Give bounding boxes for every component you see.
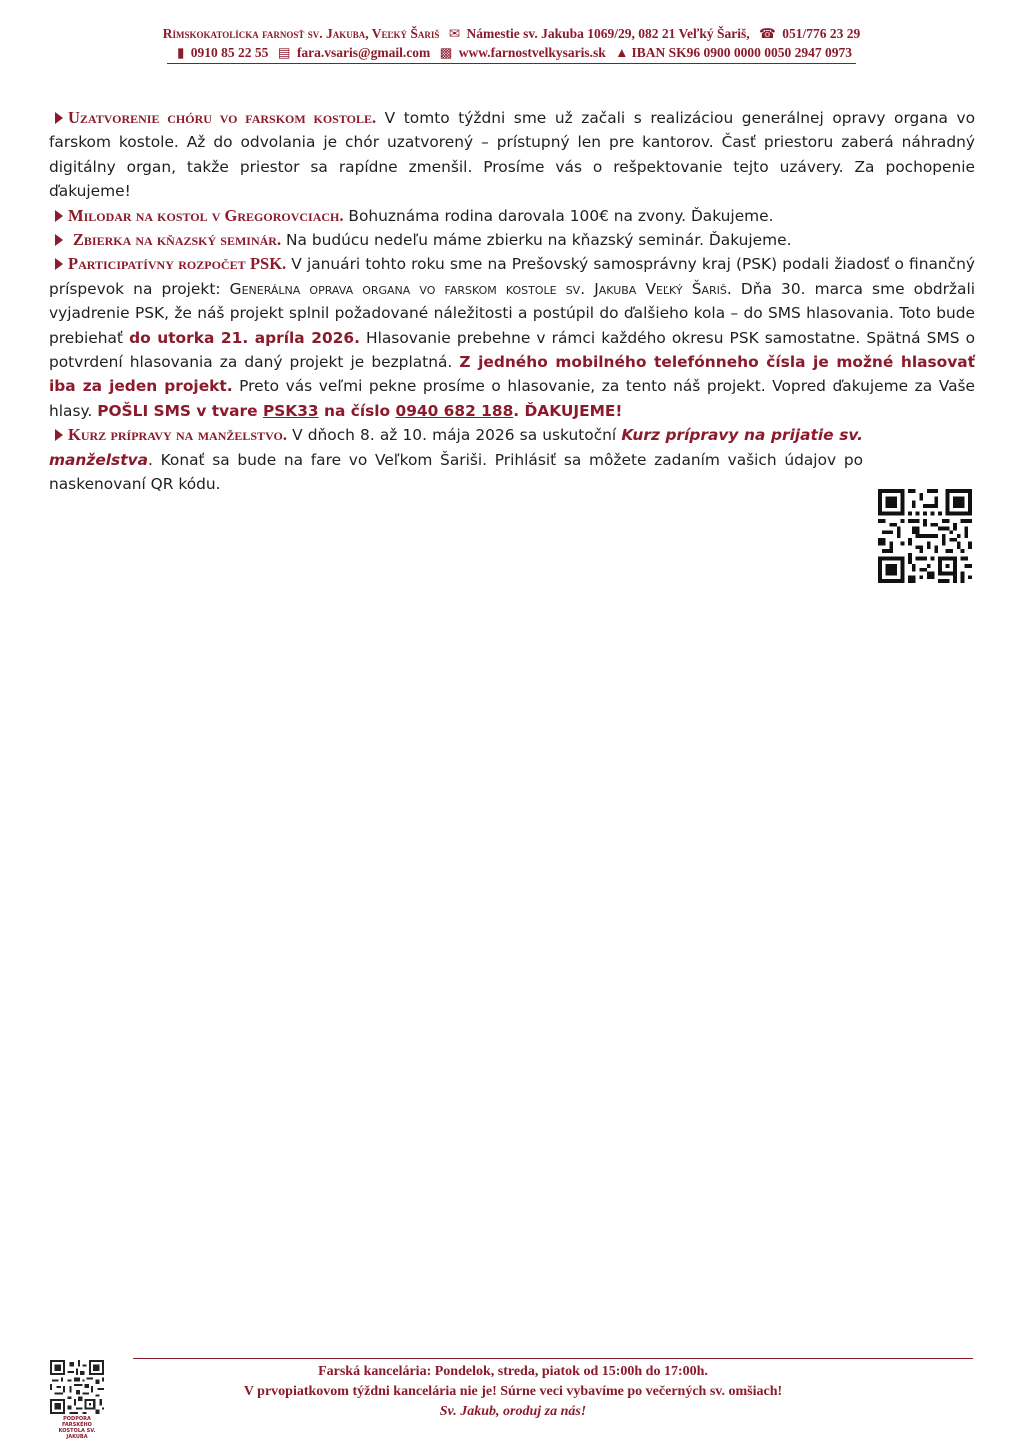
- qr-caption: PODPORA FARSKÉHO KOSTOLA SV. JAKUBA: [58, 1416, 96, 1440]
- computer-icon: ▤: [277, 45, 291, 60]
- arrow-right-icon: [55, 429, 63, 441]
- qr-code-support[interactable]: [50, 1360, 104, 1414]
- sms-suffix: . ĎAKUJEME!: [513, 401, 623, 420]
- mail-icon: ✉: [448, 26, 461, 41]
- parish-address: Námestie sv. Jakuba 1069/29, 082 21 Veľký Šariš,: [466, 26, 750, 41]
- footer: [133, 1362, 893, 1422]
- parish-mobile: 0910 85 22 55: [190, 45, 269, 60]
- voting-rule: Z jedného mobilného telefónneho čísla je možné hlasovať iba za jeden projekt.: [49, 353, 975, 396]
- mobile-icon: ▮: [176, 45, 185, 60]
- sms-code: PSK33: [262, 401, 319, 420]
- announcement-budget: [49, 252, 975, 423]
- announcement-text: . Dňa 30. marca sme obdržali vyjadrenie PSK, že náš projekt splnil požadované náležitosti a postúpil do ďalšieho kola – do SMS hlasovania. Toto bude prebiehať: [49, 279, 975, 347]
- voting-deadline: do utorka 21. apríla 2026.: [129, 328, 360, 347]
- arrow-right-icon: [55, 234, 63, 246]
- footer-qr: [50, 1360, 104, 1440]
- announcement-text: V dňoch 8. až 10. mája 2026 sa uskutoční: [286, 426, 622, 445]
- letterhead-line1: [0, 24, 1023, 44]
- parish-email[interactable]: fara.vsaris@gmail.com: [296, 45, 431, 60]
- phone-icon: ☎: [759, 26, 776, 41]
- announcement-text: Preto vás veľmi pekne prosíme o hlasovanie, za tento náš projekt. Vopred ďakujeme za Vaše hlasy.: [49, 377, 975, 420]
- announcement-choir: [49, 106, 975, 204]
- sms-prefix: POŠLI SMS v tvare: [97, 401, 263, 420]
- parish-website[interactable]: www.farnostvelkysaris.sk: [458, 45, 606, 60]
- bank-icon: ▲: [615, 45, 629, 60]
- office-notice: V prvopiatkovom týždni kancelária nie je! Súrne veci vybavíme po večerných sv. omšiach!: [243, 1384, 783, 1399]
- announcement-heading: Uzatvorenie chóru vo farskom kostole.: [68, 108, 377, 127]
- sms-number[interactable]: 0940 682 188: [395, 401, 514, 420]
- announcement-heading: Milodar na kostol v Gregorovciach.: [68, 205, 344, 225]
- announcement-collection: [49, 228, 975, 252]
- sms-middle: na číslo: [318, 401, 396, 420]
- announcement-heading: Kurz prípravy na manželstvo.: [68, 425, 287, 445]
- announcement-text: Na budúcu nedeľu máme zbierku na kňazský seminár. Ďakujeme.: [281, 231, 792, 250]
- parish-phone: 051/776 23 29: [782, 26, 861, 41]
- announcement-donation: [49, 204, 975, 228]
- arrow-right-icon: [55, 258, 63, 270]
- announcement-text: . Konať sa bude na fare vo Veľkom Šariši. Prihlásiť sa môžete zadaním vašich údajov po naskenovaní QR kódu.: [49, 450, 863, 494]
- office-hours: Farská kancelária: Pondelok, streda, piatok od 15:00h do 17:00h.: [318, 1364, 708, 1379]
- project-title: Generálna oprava organa vo farskom kostole sv. Jakuba Veľký Šariš: [229, 279, 727, 298]
- arrow-right-icon: [55, 112, 63, 124]
- mailbox-icon: ▩: [439, 45, 453, 60]
- qr-code-registration[interactable]: [878, 489, 972, 583]
- course-name: Kurz prípravy na prijatie sv. manželstva: [49, 426, 864, 469]
- parish-name: Rímskokatolícka farnosť sv. Jakuba, Veľký Šariš: [162, 26, 440, 41]
- announcement-text: V tomto týždni sme už začali s realizáciou generálnej opravy organa vo farskom kostole. Až do odvolania je chór uzatvorený – prístupný len pre kantorov. Časť priestoru zaberá náhradný digitálny organ, takže priestor sa rapídne zmenšil. Prosíme vás o rešpektovanie tejto uzávery. Za pochopenie ďakujeme!: [49, 109, 975, 201]
- announcement-heading: Zbierka na kňazský seminár.: [72, 230, 282, 250]
- footer-divider: [133, 1358, 973, 1359]
- letterhead-line2: [167, 44, 856, 64]
- announcement-marriage-course: [49, 423, 863, 496]
- announcement-text: Bohuznáma rodina darovala 100€ na zvony. Ďakujeme.: [343, 206, 774, 225]
- announcements: [49, 106, 975, 497]
- announcement-text: Hlasovanie prebehne v rámci každého okresu PSK samostatne. Spätná SMS o potvrdení hlasovania za daný projekt je bezplatná.: [49, 328, 976, 372]
- letterhead: [0, 24, 1023, 64]
- announcement-text: V januári tohto roku sme na Prešovský samosprávny kraj (PSK) podali žiadosť o finančný príspevok na projekt:: [49, 255, 975, 298]
- parish-iban: IBAN SK96 0900 0000 0050 2947 0973: [631, 45, 853, 60]
- arrow-right-icon: [55, 210, 63, 222]
- announcement-heading: Participatívny rozpočet PSK.: [68, 254, 287, 274]
- footer-prayer: Sv. Jakub, oroduj za nás!: [439, 1404, 587, 1419]
